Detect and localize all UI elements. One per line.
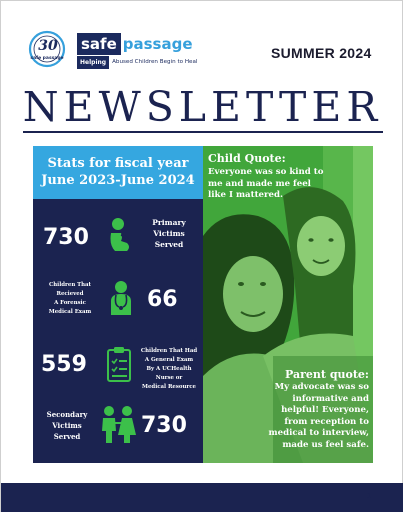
stat-value-secondary-victims: 730: [141, 413, 187, 438]
footer-bar: [1, 483, 403, 512]
page-number: 1: [367, 492, 372, 500]
stat-label-primary-victims: [139, 217, 199, 250]
label-line: Medical Resource: [142, 384, 196, 390]
parent-quote-text: [269, 382, 369, 451]
masthead-title: NEWSLETTER: [22, 83, 383, 131]
stat-value-forensic-exam: 66: [147, 287, 178, 312]
stat-label-general-exam: [135, 347, 203, 392]
issue-label: SUMMER 2024: [271, 45, 372, 61]
stethoscope-person-icon: [103, 279, 139, 317]
parent-quote-heading: Parent quote:: [285, 368, 369, 381]
badge-number: 30: [38, 38, 58, 54]
stats-heading-line2: June 2023-June 2024: [41, 173, 195, 188]
quote-line: informative and: [292, 393, 369, 404]
quote-line: like I mattered.: [208, 190, 284, 200]
logo-passage-text: passage: [122, 35, 193, 53]
stats-heading: [33, 146, 203, 199]
label-line: Victims: [52, 421, 82, 430]
logo-safe-text: safe: [77, 33, 121, 55]
label-line: By A UCHealth: [146, 366, 192, 372]
quote-line: Everyone was so kind to: [208, 167, 324, 177]
stat-label-secondary-victims: [37, 409, 97, 442]
quote-line: My advocate was so: [274, 382, 369, 392]
two-children-icon: [99, 405, 137, 445]
quote-line: me and made me feel: [208, 178, 311, 189]
quote-line: from reception to: [284, 416, 369, 427]
safe-passage-logo: [77, 33, 211, 73]
logo-tag-helping: Helping: [77, 56, 109, 69]
quote-line: helpful! Everyone,: [281, 405, 369, 415]
quote-line: medical to interview,: [268, 428, 369, 438]
quote-line: made us feel safe.: [282, 439, 369, 450]
label-line: Recieved: [56, 291, 84, 297]
label-line: Primary: [152, 218, 186, 227]
stats-heading-line1: Stats for fiscal year: [47, 156, 189, 171]
child-quote-heading: Child Quote:: [208, 152, 286, 165]
label-line: A Forensic: [54, 300, 86, 306]
masthead-divider: [23, 131, 383, 133]
label-line: Victims: [153, 229, 185, 238]
label-line: Medical Exam: [48, 309, 92, 315]
label-line: Secondary: [46, 410, 88, 419]
label-line: Served: [154, 240, 184, 249]
anniversary-badge-icon: [27, 29, 71, 69]
stat-value-primary-victims: 730: [43, 225, 89, 250]
logo-tag-text: Abused Children Begin to Heal: [112, 59, 198, 65]
clipboard-checklist-icon: [105, 345, 133, 383]
stats-panel: [33, 199, 203, 463]
stat-value-general-exam: 559: [41, 352, 87, 377]
badge-text: safe passage: [30, 56, 64, 61]
seated-child-icon: [105, 217, 135, 255]
stat-label-forensic-exam: [37, 281, 103, 317]
label-line: Children That Had: [140, 348, 198, 354]
label-line: Nurse or: [155, 375, 183, 381]
child-quote-text: [208, 167, 324, 202]
label-line: A General Exam: [144, 357, 194, 363]
label-line: Children That: [48, 282, 92, 288]
label-line: Served: [53, 432, 81, 441]
family-photo-panel: [203, 146, 373, 463]
